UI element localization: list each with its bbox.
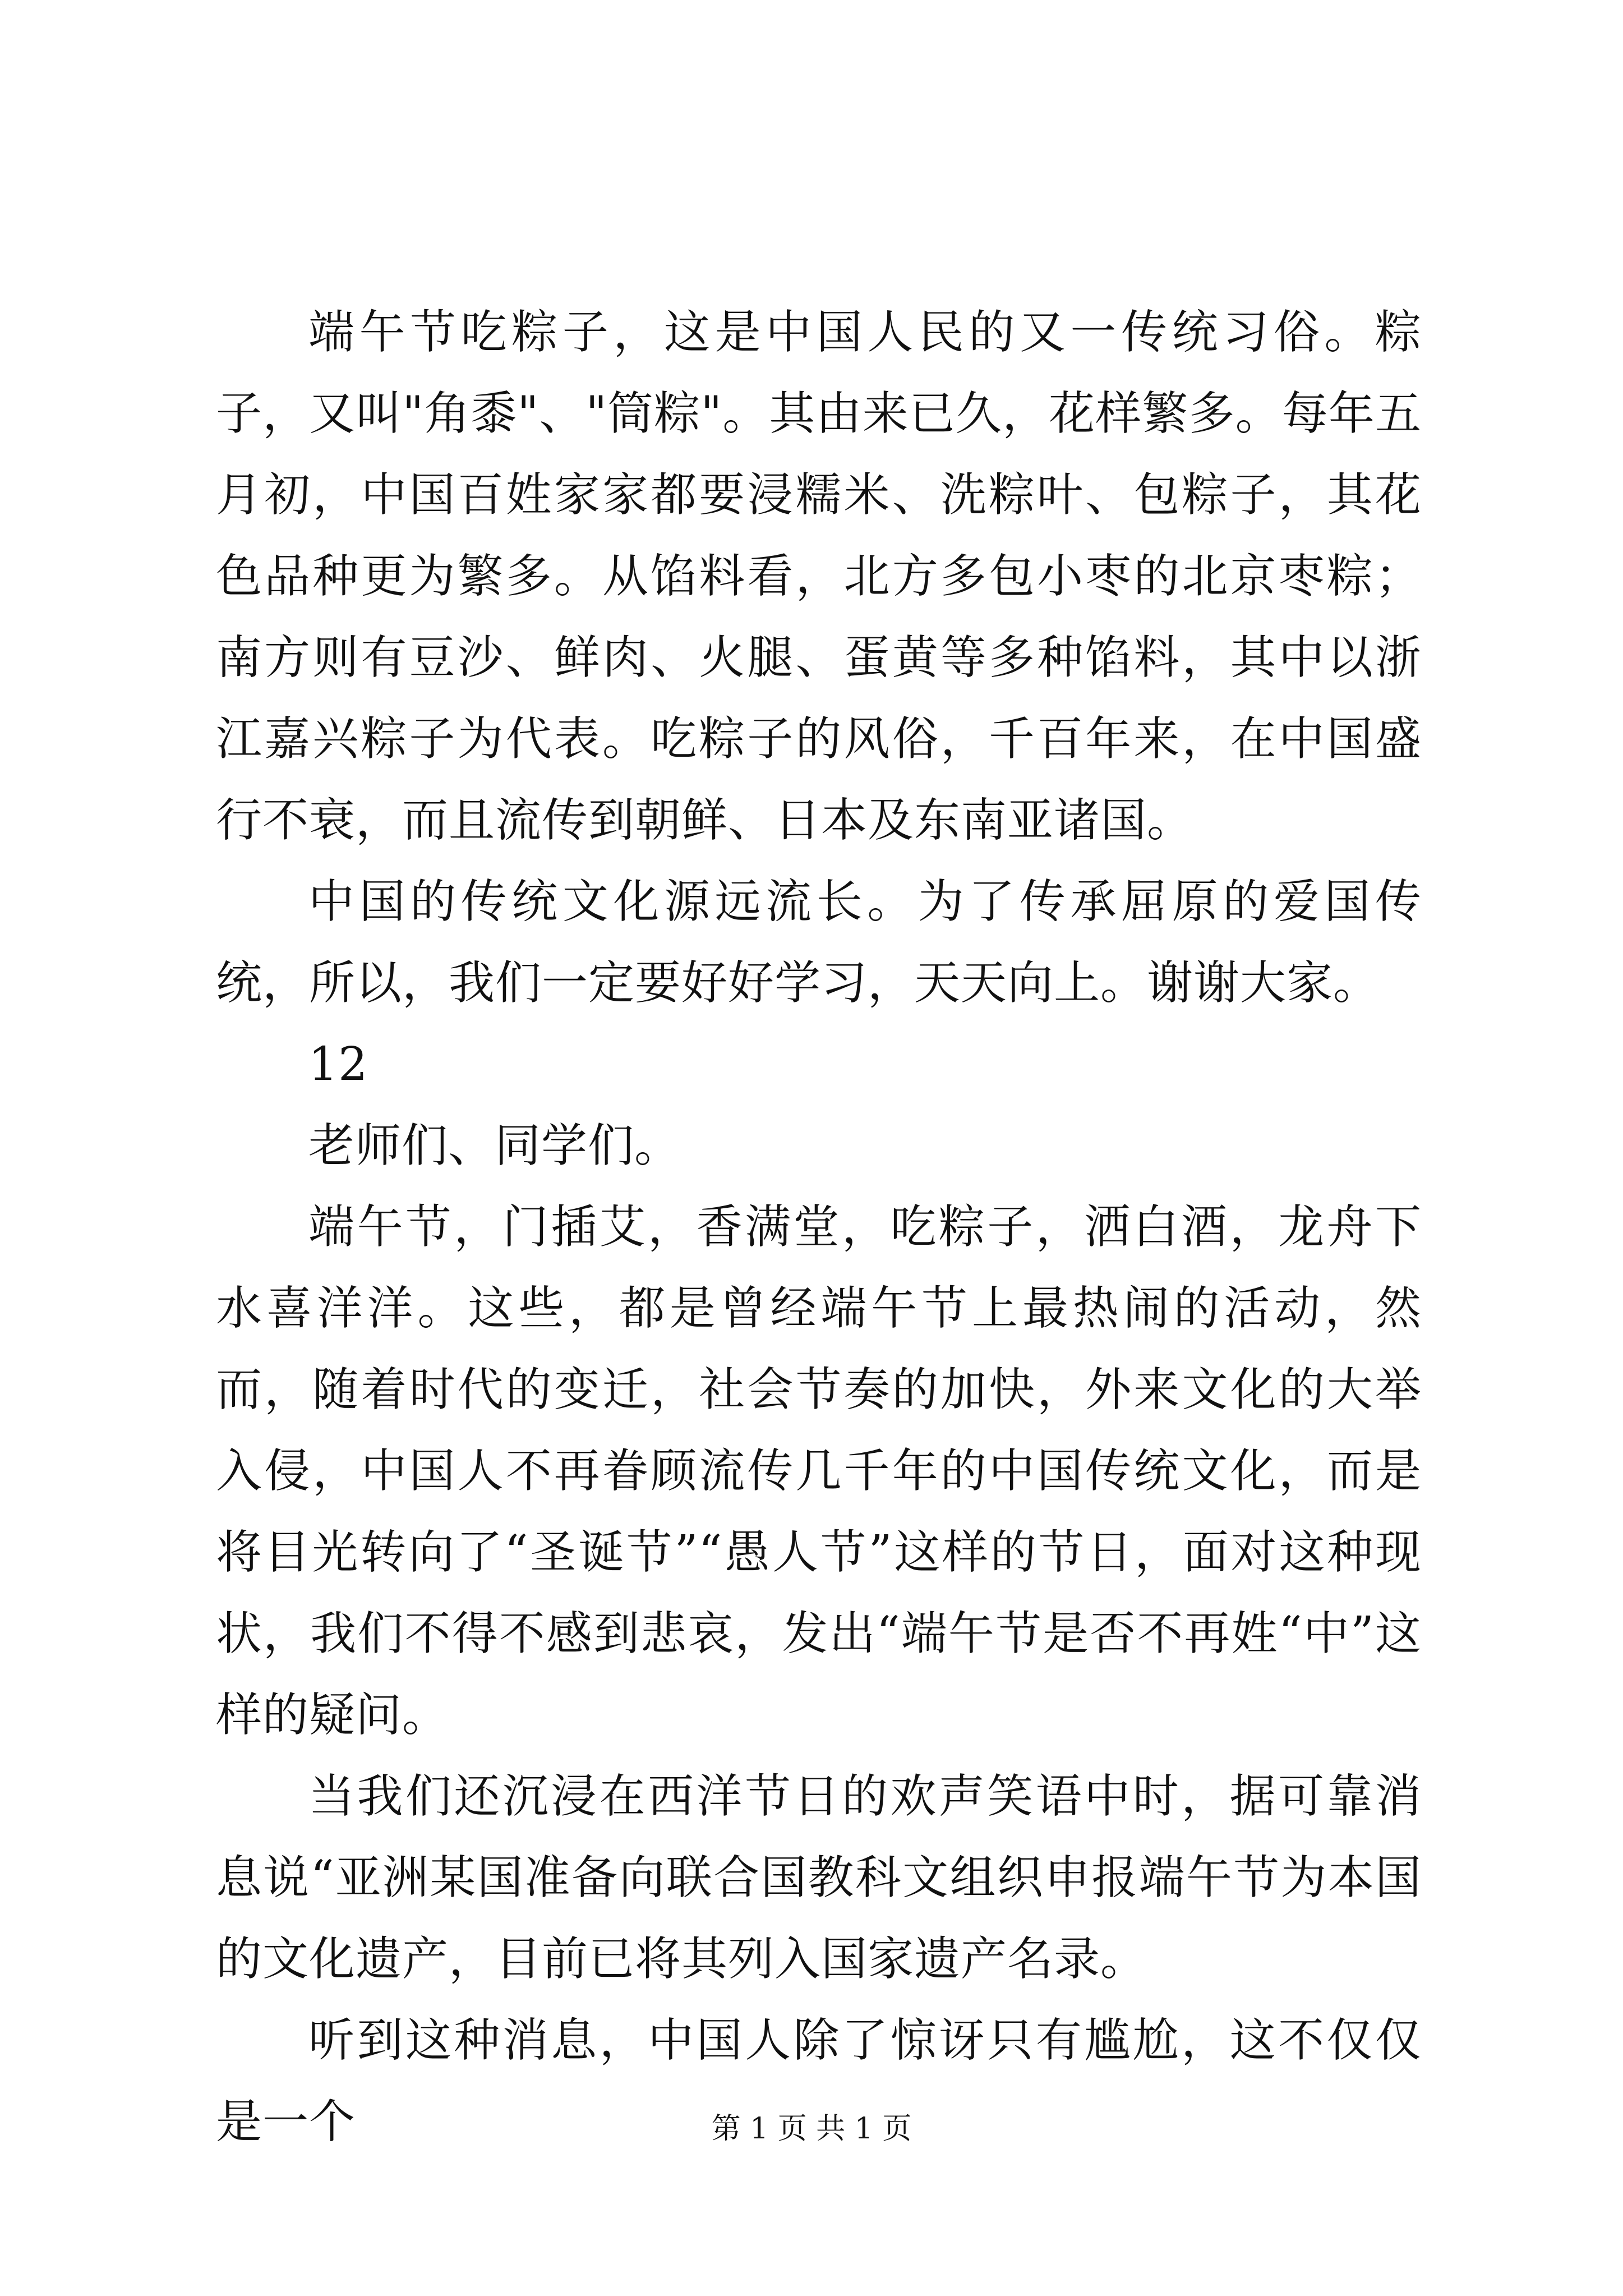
paragraph-zongzi-custom: 端午节吃粽子，这是中国人民的又一传统习俗。粽子，又叫"角黍"、"筒粽"。其由来已久，花样繁多。每年五月初，中国百姓家家都要浸糯米、洗粽叶、包粽子，其花色品种更为繁多。从馅料看，北方多包小枣的北京枣粽；南方则有豆沙、鲜肉、火腿、蛋黄等多种馅料，其中以浙江嘉兴粽子为代表。吃粽子的风俗，千百年来，在中国盛行不衰，而且流传到朝鲜、日本及东南亚诸国。: [216, 306, 1422, 847]
salutation: 老师们、同学们。: [308, 1119, 681, 1172]
page-footer: 第 1 页 共 1 页: [711, 2112, 912, 2146]
paragraph-reaction: 听到这种消息，中国人除了惊讶只有尴尬，这不仅仅是一个: [216, 2014, 1422, 2148]
paragraph-closing-remarks: 中国的传统文化源远流长。为了传承屈原的爱国传统，所以，我们一定要好好学习，天天向上。谢谢大家。: [216, 875, 1422, 1010]
paragraph-festival-activities: 端午节，门插艾，香满堂，吃粽子，洒白酒，龙舟下水喜洋洋。这些，都是曾经端午节上最热闹的活动，然而，随着时代的变迁，社会节奏的加快，外来文化的大举入侵，中国人不再眷顾流传几千年的中国传统文化，而是将目光转向了“圣诞节”“愚人节”这样的节日，面对这种现状，我们不得不感到悲哀，发出“端午节是否不再姓“中”这样的疑问。: [216, 1200, 1422, 1742]
document-body: [216, 292, 1422, 2162]
section-number: 12: [308, 1038, 368, 1091]
paragraph-heritage-news: 当我们还沉浸在西洋节日的欢声笑语中时，据可靠消息说“亚洲某国准备向联合国教科文组织申报端午节为本国的文化遗产，目前已将其列入国家遗产名录。: [216, 1770, 1422, 1986]
